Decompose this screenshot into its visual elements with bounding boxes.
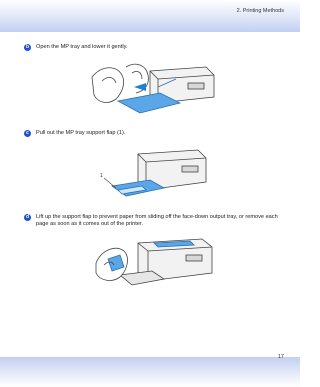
- illustration-open-mp-tray: [88, 57, 218, 119]
- step-text: Open the MP tray and lower it gently.: [36, 44, 128, 50]
- footer-band: [0, 357, 300, 387]
- callout-label: 1: [100, 173, 103, 179]
- chapter-title: 2. Printing Methods: [236, 8, 284, 14]
- step-marker-icon: d: [25, 214, 30, 220]
- step-text: Lift up the support flap to prevent paper from sliding off the face-down output tray, or remove each page as soon as it comes out of the printer.: [36, 214, 278, 227]
- illustration-lift-support-flap: [94, 233, 218, 297]
- step-lift-support-flap: [24, 214, 286, 228]
- step-pull-out-support-flap: [24, 130, 286, 137]
- page-number: 17: [277, 354, 284, 360]
- illustration-support-flap: [98, 146, 210, 206]
- step-marker-icon: b: [25, 44, 30, 50]
- step-open-mp-tray: [24, 44, 286, 51]
- step-marker-icon: c: [24, 130, 31, 137]
- header-band: [0, 0, 300, 32]
- step-text: Pull out the MP tray support flap (1).: [36, 130, 126, 136]
